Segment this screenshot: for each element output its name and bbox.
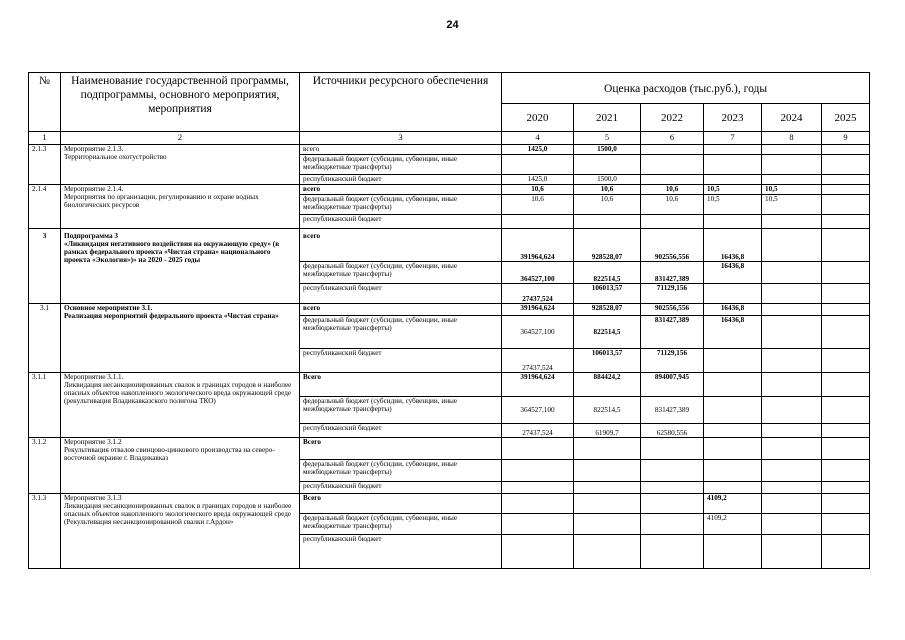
row-title-label: Подпрограмма 3 — [64, 232, 118, 240]
source-republic: республиканский бюджет — [300, 175, 502, 185]
row-title-label: Мероприятие 3.1.2 — [64, 438, 122, 446]
row-description: «Ликвидация негативного воздействия на окружающую среду» (в рамках федерального проекта «Чистая страна» национального проекта «Экология»)» на 2020 - 2025 годы — [64, 240, 280, 264]
source-federal: федеральный бюджет (субсидии, субвенции, иные межбюджетные трансферты) — [300, 514, 502, 535]
row-title — [61, 438, 300, 494]
value-cell: 27437,524 — [502, 424, 574, 438]
source-federal: федеральный бюджет (субсидии, субвенции, иные межбюджетные трансферты) — [300, 262, 502, 284]
row-title-label: Мероприятие 2.1.3. — [64, 145, 124, 153]
table-row — [29, 438, 870, 460]
value-cell: 1500,0 — [574, 175, 641, 185]
row-description: Рекультивация отвалов свинцово-цинкового производства на северо-восточной окраине г. Владикавказ — [64, 446, 275, 462]
row-title-label: Мероприятие 3.1.1. — [64, 373, 124, 381]
table-row — [29, 229, 870, 262]
source-republic: республиканский бюджет — [300, 535, 502, 569]
source-total: всего — [300, 304, 502, 316]
value-cell: 831427,389 — [641, 397, 704, 424]
value-cell: 16436,8 — [704, 262, 762, 284]
column-index-row — [29, 132, 870, 145]
col-index: 8 — [762, 132, 822, 145]
value-cell: 391964,624 — [502, 373, 574, 397]
value-cell: 928528,07 — [574, 304, 641, 316]
source-federal: федеральный бюджет (субсидии, субвенции, иные межбюджетные трансферты) — [300, 316, 502, 349]
row-title — [61, 185, 300, 229]
row-title-label: Мероприятие 3.1.3 — [64, 494, 122, 502]
value-cell: 902556,556 — [641, 229, 704, 262]
value-cell: 364527,100 — [502, 397, 574, 424]
value-cell: 10,6 — [502, 185, 574, 195]
source-total: Всего — [300, 438, 502, 460]
value-cell: 364527,100 — [502, 316, 574, 349]
source-federal: федеральный бюджет (субсидии, субвенции, иные межбюджетные трансферты) — [300, 460, 502, 482]
col-index: 9 — [822, 132, 870, 145]
col-index: 6 — [641, 132, 704, 145]
value-cell: 16436,8 — [704, 304, 762, 316]
value-cell: 928528,07 — [574, 229, 641, 262]
value-cell: 10,6 — [502, 195, 574, 215]
row-title — [61, 373, 300, 438]
table-row — [29, 304, 870, 316]
value-cell: 391964,624 — [502, 229, 574, 262]
row-number: 3.1.3 — [29, 494, 61, 569]
source-total: всего — [300, 229, 502, 262]
header-year: 2022 — [641, 104, 704, 132]
row-title — [61, 494, 300, 569]
table-row — [29, 145, 870, 155]
row-description: Ликвидация несанкционированных свалок в границах городов и наиболее опасных объектов накопленного экологического вреда окружающей среде (Рекультивация несанкционированной свалки г.Ардон» — [64, 502, 292, 526]
row-number: 3.1.2 — [29, 438, 61, 494]
value-cell: 16436,8 — [704, 316, 762, 349]
header-year: 2024 — [762, 104, 822, 132]
row-description: Мероприятия по организации, регулированию и охране водных биологических ресурсов — [64, 193, 259, 209]
value-cell: 10,5 — [704, 195, 762, 215]
header-sources: Источники ресурсного обеспечения — [300, 73, 502, 132]
row-number: 3.1 — [29, 304, 61, 373]
row-description: Реализация мероприятий федерального проекта «Чистая страна» — [64, 312, 279, 320]
value-cell: 1425,0 — [502, 175, 574, 185]
col-index: 4 — [502, 132, 574, 145]
budget-table — [28, 72, 870, 569]
row-description: Территориальное охотустройство — [64, 153, 167, 161]
value-cell: 902556,556 — [641, 304, 704, 316]
value-cell: 364527,100 — [502, 262, 574, 284]
value-cell: 4109,2 — [704, 514, 762, 535]
header-year: 2021 — [574, 104, 641, 132]
value-cell: 1425,0 — [502, 145, 574, 155]
source-federal: федеральный бюджет (субсидии, субвенции, иные межбюджетные трансферты) — [300, 195, 502, 215]
row-title — [61, 229, 300, 304]
value-cell: 62580,556 — [641, 424, 704, 438]
header-year: 2025 — [822, 104, 870, 132]
source-total: Всего — [300, 373, 502, 397]
value-cell: 391964,624 — [502, 304, 574, 316]
header-cost: Оценка расходов (тыс.руб.), годы — [502, 73, 870, 104]
value-cell: 10,5 — [762, 195, 822, 215]
table-row — [29, 185, 870, 195]
source-republic: республиканский бюджет — [300, 215, 502, 229]
value-cell: 71129,156 — [641, 349, 704, 373]
source-total: всего — [300, 145, 502, 155]
source-republic: республиканский бюджет — [300, 349, 502, 373]
col-index: 5 — [574, 132, 641, 145]
value-cell: 61909,7 — [574, 424, 641, 438]
value-cell: 27437,524 — [502, 349, 574, 373]
row-number: 2.1.4 — [29, 185, 61, 229]
value-cell: 894007,945 — [641, 373, 704, 397]
col-index: 2 — [61, 132, 300, 145]
value-cell: 10,5 — [704, 185, 762, 195]
value-cell: 71129,156 — [641, 284, 704, 304]
value-cell: 106013,57 — [574, 349, 641, 373]
row-number: 2.1.3 — [29, 145, 61, 185]
source-republic: республиканский бюджет — [300, 482, 502, 494]
row-title-label: Основное мероприятие 3.1. — [64, 304, 153, 312]
value-cell: 822514,5 — [574, 316, 641, 349]
value-cell: 10,6 — [641, 195, 704, 215]
page-number: 24 — [446, 19, 459, 31]
value-cell: 822514,5 — [574, 397, 641, 424]
row-number: 3.1.1 — [29, 373, 61, 438]
row-title-label: Мероприятие 2.1.4. — [64, 185, 124, 193]
col-index: 7 — [704, 132, 762, 145]
value-cell: 831427,389 — [641, 262, 704, 284]
source-republic: республиканский бюджет — [300, 424, 502, 438]
value-cell: 106013,57 — [574, 284, 641, 304]
value-cell: 10,5 — [762, 185, 822, 195]
header-year: 2023 — [704, 104, 762, 132]
source-total: Всего — [300, 494, 502, 514]
source-federal: федеральный бюджет (субсидии, субвенции, иные межбюджетные трансферты) — [300, 155, 502, 175]
header-name: Наименование государственной программы, подпрограммы, основного мероприятия, мероприятия — [61, 73, 300, 132]
col-index: 3 — [300, 132, 502, 145]
row-title — [61, 145, 300, 185]
value-cell: 831427,389 — [641, 316, 704, 349]
col-index: 1 — [29, 132, 61, 145]
value-cell: 10,6 — [574, 195, 641, 215]
value-cell: 1500,0 — [574, 145, 641, 155]
value-cell: 4109,2 — [704, 494, 762, 514]
value-cell: 884424,2 — [574, 373, 641, 397]
value-cell: 27437,524 — [502, 284, 574, 304]
row-description: Ликвидация несанкционированных свалок в границах городов и наиболее опасных объектов накопленного экологического вреда окружающей среде (рекультивация Владикавказского полигона ТКО) — [64, 381, 292, 405]
source-republic: республиканский бюджет — [300, 284, 502, 304]
source-total: всего — [300, 185, 502, 195]
source-federal: федеральный бюджет (субсидии, субвенции, иные межбюджетные трансферты) — [300, 397, 502, 424]
row-title — [61, 304, 300, 373]
table-row — [29, 494, 870, 514]
value-cell: 822514,5 — [574, 262, 641, 284]
header-no: № — [29, 73, 61, 132]
value-cell: 10,6 — [641, 185, 704, 195]
value-cell: 10,6 — [574, 185, 641, 195]
row-number: 3 — [29, 229, 61, 304]
header-year: 2020 — [502, 104, 574, 132]
table-row — [29, 373, 870, 397]
value-cell: 16436,8 — [704, 229, 762, 262]
